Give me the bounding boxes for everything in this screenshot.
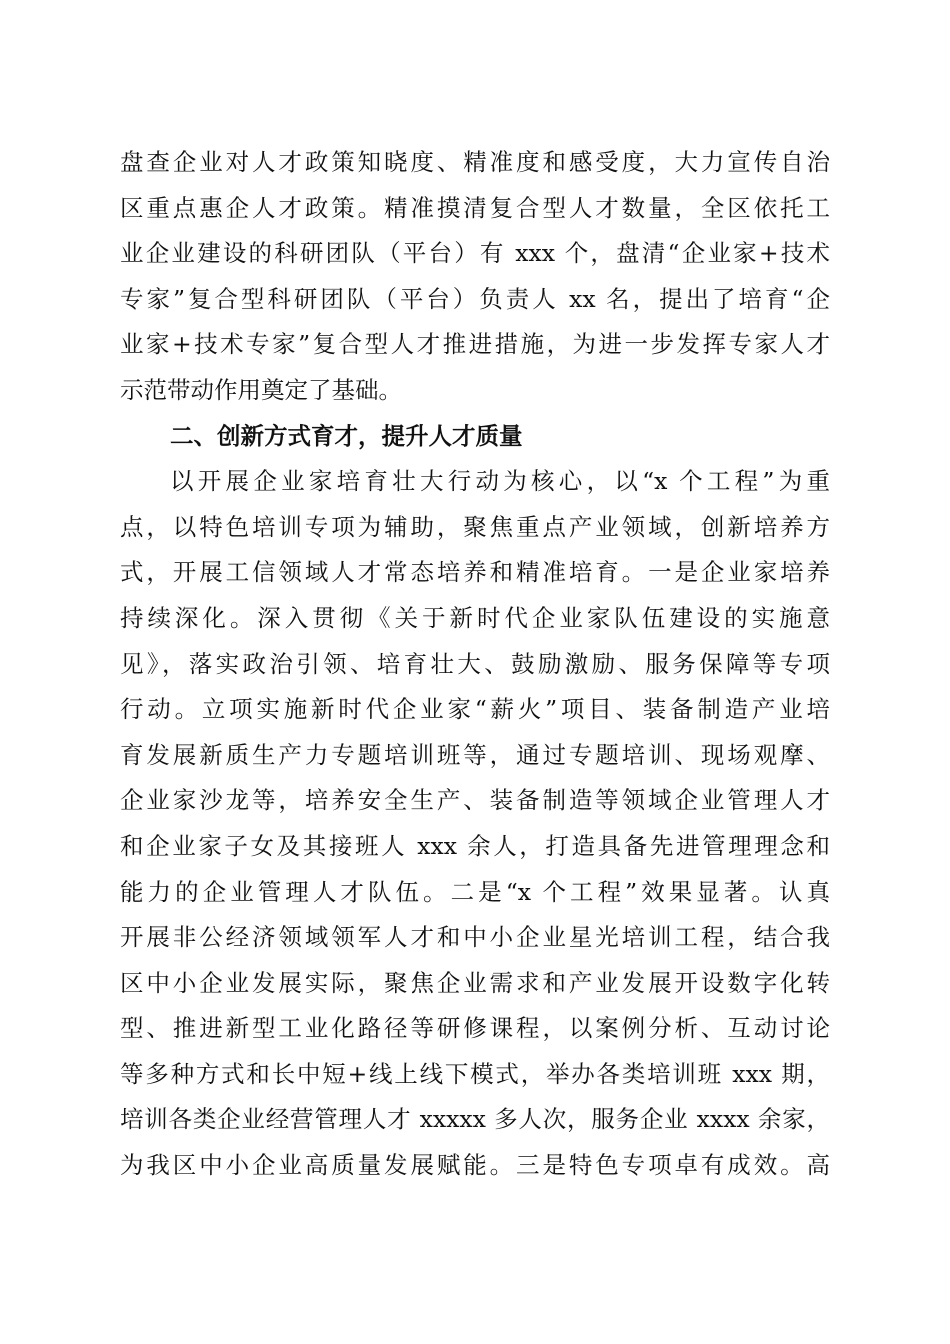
text-line: 能力的企业管理人才队伍。二是“x 个工程”效果显著。认真: [120, 877, 830, 906]
text-line: 业家+技术专家”复合型人才推进措施，为进一步发挥专家人才: [120, 330, 830, 359]
text-line: 为我区中小企业高质量发展赋能。三是特色专项卓有成效。高: [120, 1151, 830, 1180]
text-line: 见》，落实政治引领、培育壮大、鼓励激励、服务保障等专项: [120, 649, 830, 678]
document-body: [120, 140, 830, 1189]
text-line: 行动。立项实施新时代企业家“薪火”项目、装备制造产业培: [120, 695, 830, 724]
text-line: 育发展新质生产力专题培训班等，通过专题培训、现场观摩、: [120, 740, 830, 769]
text-line: 开展非公经济领域领军人才和中小企业星光培训工程，结合我: [120, 923, 830, 952]
text-line: 和企业家子女及其接班人 xxx 余人，打造具备先进管理理念和: [120, 831, 830, 860]
text-line: 以开展企业家培育壮大行动为核心，以“x 个工程”为重: [170, 467, 830, 496]
text-line: 培训各类企业经营管理人才 xxxxx 多人次，服务企业 xxxx 余家，: [120, 1105, 830, 1134]
paragraph-continuation: [120, 140, 830, 414]
text-line: 式，开展工信领域人才常态培养和精准培育。一是企业家培养: [120, 558, 830, 587]
text-line: 业企业建设的科研团队（平台）有 xxx 个，盘清“企业家+技术: [120, 239, 830, 268]
paragraph-section-two: [120, 459, 830, 1189]
text-line: 型、推进新型工业化路径等研修课程，以案例分析、互动讨论: [120, 1014, 830, 1043]
text-line: 企业家沙龙等，培养安全生产、装备制造等领域企业管理人才: [120, 786, 830, 815]
text-line: 区重点惠企人才政策。精准摸清复合型人才数量，全区依托工: [120, 193, 830, 222]
text-line: 等多种方式和长中短+线上线下模式，举办各类培训班 xxx 期，: [120, 1059, 830, 1088]
text-line: 持续深化。深入贯彻《关于新时代企业家队伍建设的实施意: [120, 603, 830, 632]
section-heading: 二、创新方式育才，提升人才质量: [170, 421, 523, 450]
text-line: 点，以特色培训专项为辅助，聚焦重点产业领域，创新培养方: [120, 512, 830, 541]
text-line: 区中小企业发展实际，聚焦企业需求和产业发展开设数字化转: [120, 968, 830, 997]
text-line: 盘查企业对人才政策知晓度、精准度和感受度，大力宣传自治: [120, 148, 830, 176]
text-line: 示范带动作用奠定了基础。: [120, 375, 402, 404]
text-line: 专家”复合型科研团队（平台）负责人 xx 名，提出了培育“企: [120, 284, 830, 313]
